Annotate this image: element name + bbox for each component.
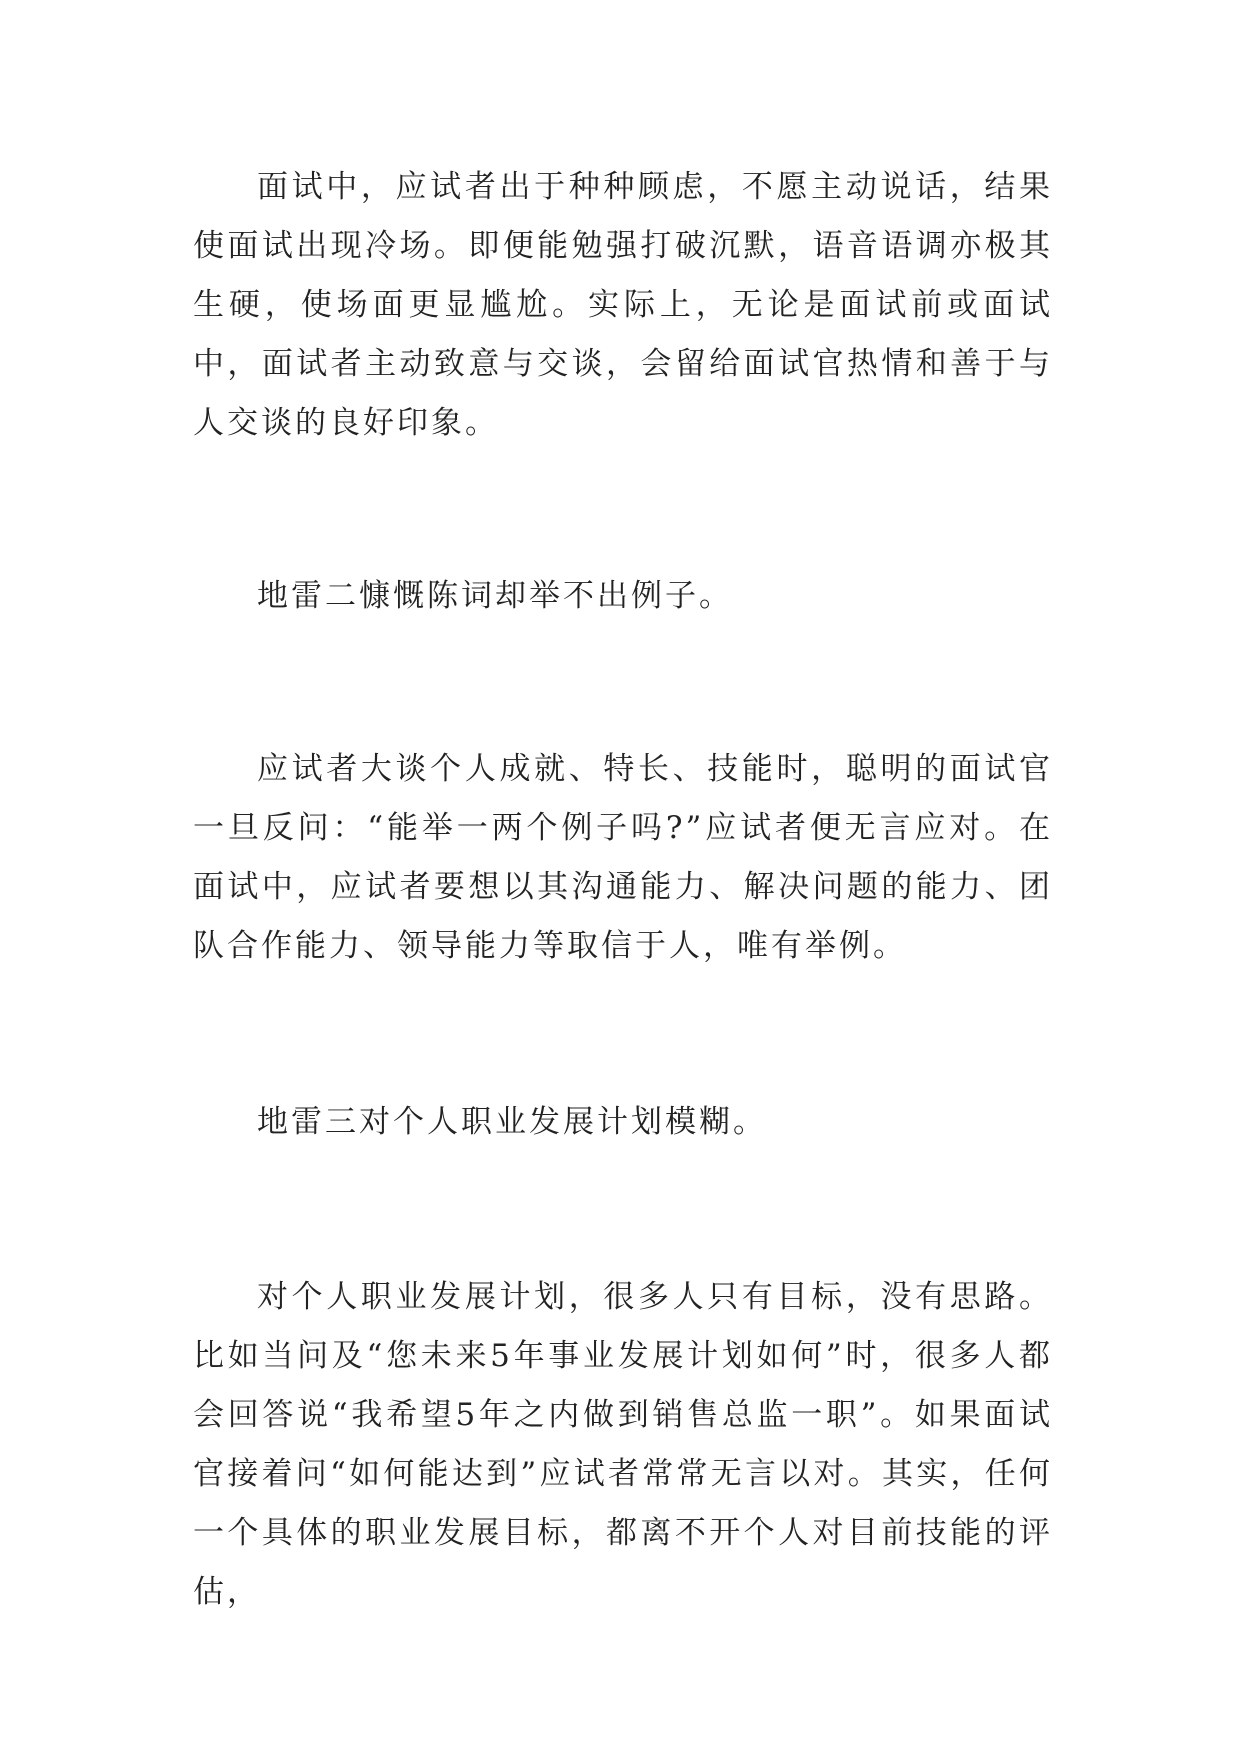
section-heading: 地雷二慷慨陈词却举不出例子。 [257,578,733,614]
body-paragraph: 面试中，应试者出于种种顾虑，不愿主动说话，结果使面试出现冷场。即便能勉强打破沉默，语音语调亦极其生硬，使场面更显尴尬。实际上，无论是面试前或面试中，面试者主动致意与交谈，会留给面试官热情和善于与人交谈的良好印象。 [193,169,1053,441]
section-heading: 地雷三对个人职业发展计划模糊。 [257,1104,767,1140]
body-paragraph: 对个人职业发展计划，很多人只有目标，没有思路。比如当问及“您未来5年事业发展计划如何”时，很多人都会回答说“我希望5年之内做到销售总监一职”。如果面试官接着问“如何能达到”应试者常常无言以对。其实，任何一个具体的职业发展目标，都离不开个人对目前技能的评估， [193,1279,1053,1610]
body-paragraph: 应试者大谈个人成就、特长、技能时，聪明的面试官一旦反问：“能举一两个例子吗?”应试者便无言应对。在面试中，应试者要想以其沟通能力、解决问题的能力、团队合作能力、领导能力等取信于人，唯有举例。 [193,751,1053,964]
